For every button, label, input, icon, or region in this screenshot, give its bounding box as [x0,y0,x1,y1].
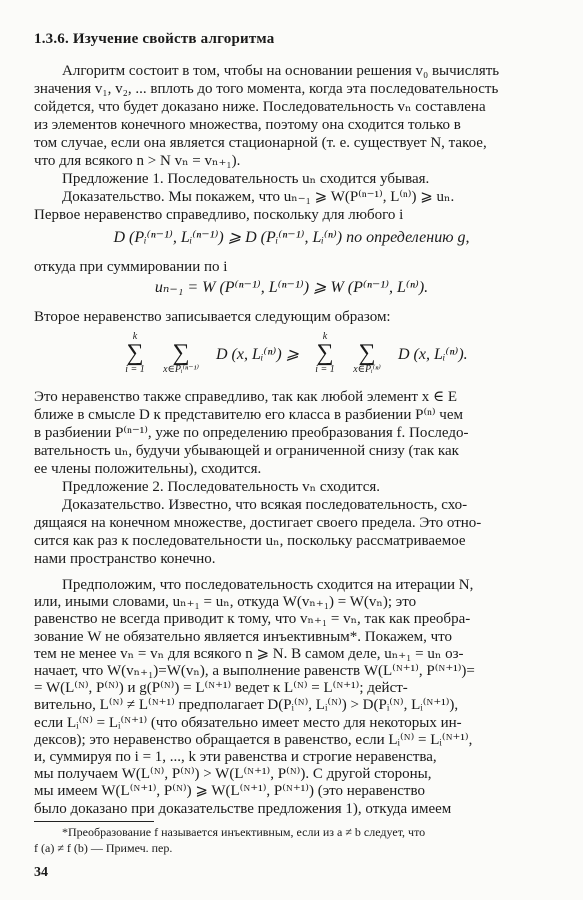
formula-2: uₙ₋₁ = W (P⁽ⁿ⁻¹⁾, L⁽ⁿ⁻¹⁾) ⩾ W (P⁽ⁿ⁻¹⁾, L⁽ⁿ⁾). [154,279,429,296]
formula-1: D (Pᵢ⁽ⁿ⁻¹⁾, Lᵢ⁽ⁿ⁻¹⁾) ⩾ D (Pᵢ⁽ⁿ⁻¹⁾, Lᵢ⁽ⁿ⁾) по определению g, [113,229,470,246]
formula-term: D (x, Lᵢ⁽ⁿ⁾). [398,346,468,363]
paragraph-line: Алгоритм состоит в том, чтобы на основании решения v₀ вычислять [62,63,500,79]
paragraph-line: в разбиении P⁽ⁿ⁻¹⁾, уже по определению преобразования f. Последо- [34,425,469,441]
paragraph-line: начает, что W(vₙ₊₁)=W(vₙ), а выполнение равенств W(L⁽ᴺ⁺¹⁾, P⁽ᴺ⁺¹⁾)= [34,663,475,679]
paragraph-line: из элементов конечного множества, поэтому она сходится только в [34,117,461,133]
paragraph-line: вительно, L⁽ᴺ⁾ ≠ L⁽ᴺ⁺¹⁾ предполагает D(Pᵢ⁽ᴺ⁾, Lᵢ⁽ᴺ⁾) > D(Pᵢ⁽ᴺ⁾, Lᵢ⁽ᴺ⁺¹⁾), [34,697,459,714]
proof-line: дящаяся на конечном множестве, достигает своего предела. Это отно- [34,515,482,531]
paragraph-line: значения v₁, v₂, ... вплоть до того момента, когда эта последовательность [34,81,499,97]
proof-line: сится как раз к последовательности uₙ, поскольку рассматриваемое [34,533,466,549]
proof-line: Доказательство. Известно, что всякая последовательность, схо- [62,497,468,513]
paragraph-line: сойдется, что будет доказано ниже. Последовательность vₙ составлена [34,99,486,115]
paragraph-line: равенство не всегда приводит к тому, что vₙ₊₁ = vₙ, так как преобра- [34,611,471,628]
sum-operator: ∑ x∈Pᵢ⁽ⁿ⁾ [353,340,381,375]
sum-operator: k ∑ i = 1 [315,331,335,375]
paragraph-line: Предположим, что последовательность сходится на итерации N, [62,577,474,593]
proposition-1: Предложение 1. Последовательность uₙ сходится убывая. [62,171,430,187]
paragraph-line: зование W не обязательно является инъективным*. Покажем, что [34,628,453,645]
proof-line: Доказательство. Мы покажем, что uₙ₋₁ ⩾ W(P⁽ⁿ⁻¹⁾, L⁽ⁿ⁾) ⩾ uₙ. [62,189,455,205]
paragraph-line: и, суммируя по i = 1, ..., k эти равенства и строгие неравенства, [34,749,437,765]
paragraph-line: Второе неравенство записывается следующим образом: [34,309,391,325]
paragraph-line: вательность uₙ, будучи убывающей и ограниченной снизу (так как [34,443,459,459]
paragraph-line: что для всякого n > N vₙ = vₙ₊₁). [34,153,241,169]
proof-line: Первое неравенство справедливо, поскольку для любого i [34,207,404,223]
paragraph-line: том случае, если она является стационарной (т. е. существует N, такое, [34,135,487,151]
paragraph-line: откуда при суммировании по i [34,259,228,275]
proof-line: нами пространство конечно. [34,551,216,567]
paragraph-line: Это неравенство также справедливо, так как любой элемент x ∈ E [34,389,458,405]
formula-3 [120,332,480,384]
paragraph-line: мы имеем W(L⁽ᴺ⁺¹⁾, P⁽ᴺ⁾) ⩾ W(L⁽ᴺ⁺¹⁾, P⁽ᴺ⁺¹⁾) (это неравенство [34,783,425,800]
sum-operator: ∑ x∈Pᵢ⁽ⁿ⁻¹⁾ [163,340,199,375]
sum-operator: k ∑ i = 1 [125,331,145,375]
paragraph-line: было доказано при доказательстве предложения 1), откуда имеем [34,800,452,817]
paragraph-line: ближе в смысле D к представителю его класса в разбиении P⁽ⁿ⁾ чем [34,407,463,423]
paragraph-line: = W(L⁽ᴺ⁾, P⁽ᴺ⁾) и g(P⁽ᴺ⁾) = L⁽ᴺ⁺¹⁾ ведет к L⁽ᴺ⁾ = L⁽ᴺ⁺¹⁾; дейст- [34,680,408,697]
proposition-2: Предложение 2. Последовательность vₙ сходится. [62,479,381,495]
footnote-divider [34,821,154,822]
paragraph-line: ее члены положительны), сходится. [34,461,262,477]
paragraph-line: мы получаем W(L⁽ᴺ⁾, P⁽ᴺ⁾) > W(L⁽ᴺ⁺¹⁾, P⁽ᴺ⁾). С другой стороны, [34,766,432,783]
footnote-line: *Преобразование f называется инъективным, если из a ≠ b следует, что [62,824,426,839]
paragraph-line: или, иными словами, uₙ₊₁ = uₙ, откуда W(vₙ₊₁) = W(vₙ); это [34,594,417,611]
paragraph-line: тем не менее vₙ = vₙ для всякого n ⩾ N. В самом деле, uₙ₊₁ = uₙ оз- [34,645,464,662]
footnote-line: f (a) ≠ f (b) — Примеч. пер. [34,840,173,855]
page-number: 34 [34,864,48,880]
formula-term: D (x, Lᵢ⁽ⁿ⁾) ⩾ [216,346,300,363]
paragraph-line: дексов); это неравенство обращается в равенство, если Lᵢ⁽ᴺ⁾ = Lᵢ⁽ᴺ⁺¹⁾, [34,731,473,748]
paragraph-line: если Lᵢ⁽ᴺ⁾ = Lᵢ⁽ᴺ⁺¹⁾ (что обязательно имеет место для некоторых ин- [34,714,462,731]
section-heading: 1.3.6. Изучение свойств алгоритма [34,31,275,47]
